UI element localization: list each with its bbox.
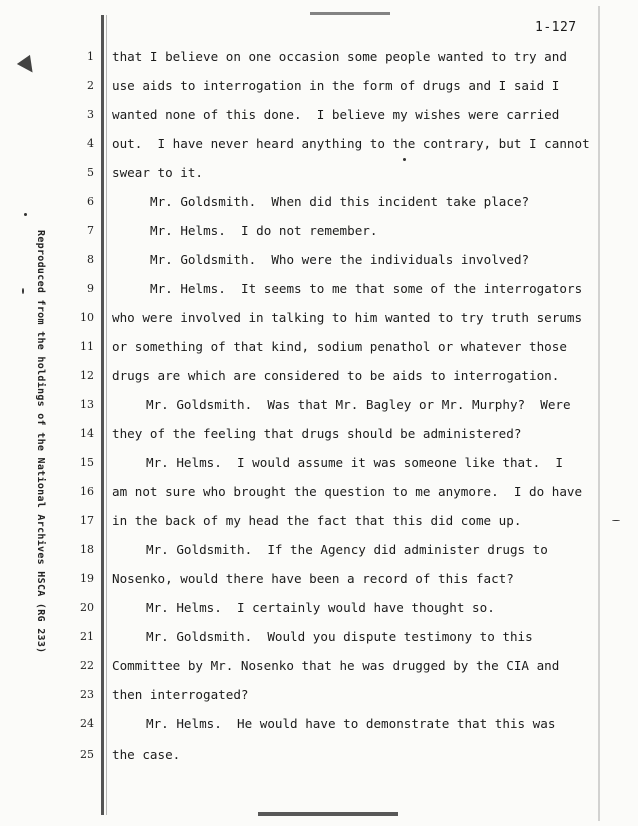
scan-speck bbox=[403, 158, 406, 161]
transcript-line: Mr. Helms. I would assume it was someone like that. I bbox=[146, 455, 564, 470]
line-number: 5 bbox=[87, 166, 94, 179]
line-number: 17 bbox=[80, 514, 94, 527]
line-number: 14 bbox=[80, 427, 94, 440]
line-number: 10 bbox=[80, 311, 94, 324]
transcript-line: Mr. Goldsmith. Would you dispute testimony to this bbox=[146, 629, 533, 644]
line-number: 11 bbox=[80, 340, 94, 353]
transcript-line: Nosenko, would there have been a record of this fact? bbox=[112, 571, 514, 586]
line-number: 12 bbox=[80, 369, 94, 382]
line-number: 6 bbox=[87, 195, 94, 208]
line-number: 25 bbox=[80, 748, 94, 761]
transcript-line: wanted none of this done. I believe my wishes were carried bbox=[112, 107, 560, 122]
line-number: 8 bbox=[87, 253, 94, 266]
transcript-line: the case. bbox=[112, 747, 181, 762]
page-number: 1-127 bbox=[535, 20, 577, 35]
transcript-line: Mr. Goldsmith. If the Agency did administer drugs to bbox=[146, 542, 548, 557]
transcript-line: Mr. Helms. It seems to me that some of the interrogators bbox=[150, 281, 583, 296]
line-number: 2 bbox=[87, 79, 94, 92]
scan-speck bbox=[24, 213, 27, 216]
transcript-line: use aids to interrogation in the form of drugs and I said I bbox=[112, 78, 560, 93]
top-classification-bar bbox=[310, 12, 390, 15]
line-number: 24 bbox=[80, 717, 94, 730]
scan-speck bbox=[22, 288, 24, 294]
line-number: 19 bbox=[80, 572, 94, 585]
transcript-line: swear to it. bbox=[112, 165, 203, 180]
line-number: 15 bbox=[80, 456, 94, 469]
line-number: 22 bbox=[80, 659, 94, 672]
line-number: 1 bbox=[87, 50, 94, 63]
left-margin-rule-thin bbox=[106, 15, 107, 815]
transcript-line: Mr. Helms. I certainly would have thought so. bbox=[146, 600, 495, 615]
transcript-line: Mr. Goldsmith. Was that Mr. Bagley or Mr. Murphy? Were bbox=[146, 397, 571, 412]
line-number: 3 bbox=[87, 108, 94, 121]
transcript-line: in the back of my head the fact that this did come up. bbox=[112, 513, 522, 528]
transcript-line: that I believe on one occasion some people wanted to try and bbox=[112, 49, 567, 64]
transcript-line: Committee by Mr. Nosenko that he was drugged by the CIA and bbox=[112, 658, 560, 673]
transcript-line: Mr. Helms. I do not remember. bbox=[150, 223, 378, 238]
line-number: 21 bbox=[80, 630, 94, 643]
bottom-classification-bar bbox=[258, 812, 398, 816]
line-number: 7 bbox=[87, 224, 94, 237]
corner-punch-mark bbox=[17, 55, 39, 77]
line-number: 20 bbox=[80, 601, 94, 614]
transcript-line: out. I have never heard anything to the contrary, but I cannot bbox=[112, 136, 590, 151]
transcript-line: am not sure who brought the question to me anymore. I do have bbox=[112, 484, 583, 499]
scan-speck bbox=[612, 520, 620, 521]
transcript-line: Mr. Helms. He would have to demonstrate that this was bbox=[146, 716, 556, 731]
line-number: 13 bbox=[80, 398, 94, 411]
transcript-line: drugs are which are considered to be aids to interrogation. bbox=[112, 368, 560, 383]
transcript-line: Mr. Goldsmith. Who were the individuals involved? bbox=[150, 252, 530, 267]
line-number: 23 bbox=[80, 688, 94, 701]
left-margin-rule bbox=[101, 15, 104, 815]
transcript-line: who were involved in talking to him wanted to try truth serums bbox=[112, 310, 583, 325]
transcript-line: or something of that kind, sodium penathol or whatever those bbox=[112, 339, 567, 354]
transcript-line: then interrogated? bbox=[112, 687, 249, 702]
archive-stamp: Reproduced from the holdings of the National Archives HSCA (RG 233) bbox=[35, 230, 46, 654]
line-number: 4 bbox=[87, 137, 94, 150]
line-number: 9 bbox=[87, 282, 94, 295]
line-number: 16 bbox=[80, 485, 94, 498]
transcript-line: they of the feeling that drugs should be administered? bbox=[112, 426, 522, 441]
transcript-line: Mr. Goldsmith. When did this incident take place? bbox=[150, 194, 530, 209]
line-number: 18 bbox=[80, 543, 94, 556]
right-page-edge bbox=[598, 6, 600, 821]
